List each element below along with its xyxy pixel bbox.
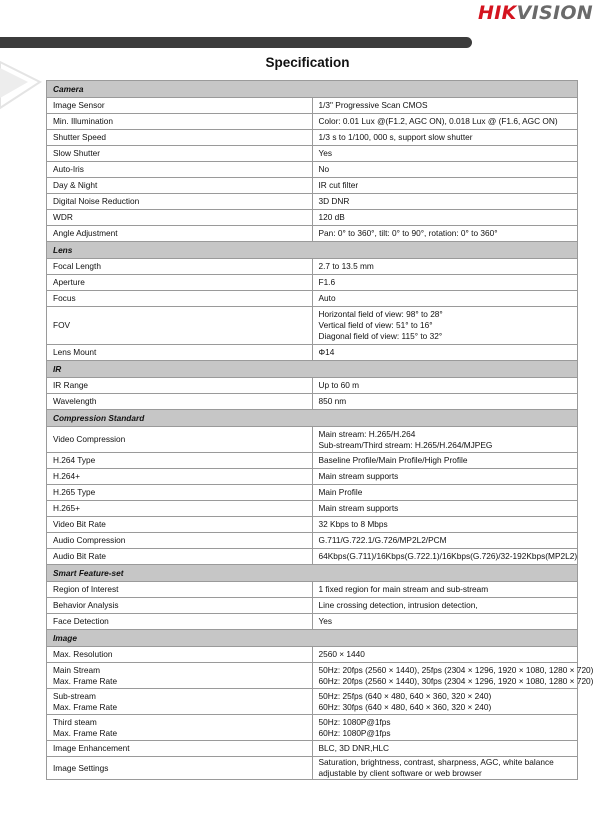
label-line: H.265 Type bbox=[53, 487, 96, 497]
section-title: Camera bbox=[47, 81, 578, 98]
spec-value bbox=[312, 178, 578, 194]
table-row bbox=[47, 485, 578, 501]
value-line: 1/3" Progressive Scan CMOS bbox=[318, 100, 428, 110]
spec-value bbox=[312, 210, 578, 226]
spec-value bbox=[312, 345, 578, 361]
spec-label bbox=[47, 427, 313, 453]
spec-label bbox=[47, 582, 313, 598]
label-line: IR Range bbox=[53, 380, 89, 390]
table-row bbox=[47, 307, 578, 345]
table-row bbox=[47, 194, 578, 210]
spec-label bbox=[47, 689, 313, 715]
spec-label bbox=[47, 598, 313, 614]
page-title: Specification bbox=[265, 55, 350, 70]
spec-label bbox=[47, 345, 313, 361]
spec-label bbox=[47, 741, 313, 757]
spec-value bbox=[312, 114, 578, 130]
table-row bbox=[47, 598, 578, 614]
spec-value bbox=[312, 130, 578, 146]
table-row bbox=[47, 469, 578, 485]
table-row bbox=[47, 259, 578, 275]
table-row bbox=[47, 178, 578, 194]
value-line: 64Kbps(G.711)/16Kbps(G.722.1)/16Kbps(G.726)/32-192Kbps(MP2L2) bbox=[318, 551, 578, 561]
logo-text-rest: VISION bbox=[516, 2, 593, 24]
table-row bbox=[47, 614, 578, 630]
table-row bbox=[47, 647, 578, 663]
table-row bbox=[47, 345, 578, 361]
value-line: 1/3 s to 1/100, 000 s, support slow shutter bbox=[318, 132, 473, 142]
label-line: Shutter Speed bbox=[53, 132, 107, 142]
spec-label bbox=[47, 469, 313, 485]
table-row bbox=[47, 501, 578, 517]
value-line: Auto bbox=[318, 293, 336, 303]
spec-label bbox=[47, 210, 313, 226]
value-line: 850 nm bbox=[318, 396, 347, 406]
spec-label bbox=[47, 130, 313, 146]
value-line: Main stream supports bbox=[318, 471, 399, 481]
label-line: Max. Frame Rate bbox=[53, 701, 118, 712]
spec-label bbox=[47, 549, 313, 565]
label-line: Slow Shutter bbox=[53, 148, 101, 158]
value-line: Diagonal field of view: 115° to 32° bbox=[318, 331, 443, 341]
spec-value bbox=[312, 517, 578, 533]
spec-value bbox=[312, 757, 578, 780]
table-row bbox=[47, 114, 578, 130]
value-line: 50Hz: 1080P@1fps bbox=[318, 716, 391, 727]
table-row bbox=[47, 582, 578, 598]
spec-value bbox=[312, 226, 578, 242]
label-line: Angle Adjustment bbox=[53, 228, 118, 238]
section-title: Smart Feature-set bbox=[47, 565, 578, 582]
table-row bbox=[47, 394, 578, 410]
value-line: No bbox=[318, 164, 330, 174]
spec-value bbox=[312, 663, 594, 689]
value-line: 50Hz: 25fps (640 × 480, 640 × 360, 320 × 240) bbox=[318, 690, 492, 701]
value-line: F1.6 bbox=[318, 277, 336, 287]
label-line: Image Sensor bbox=[53, 100, 105, 110]
value-line: IR cut filter bbox=[318, 180, 359, 190]
label-line: Focus bbox=[53, 293, 76, 303]
label-line: Face Detection bbox=[53, 616, 109, 626]
section-header-row bbox=[47, 361, 578, 378]
label-line: H.264 Type bbox=[53, 455, 96, 465]
spec-value bbox=[312, 275, 578, 291]
section-header-row bbox=[47, 565, 578, 582]
page-header bbox=[0, 0, 615, 60]
table-row bbox=[47, 715, 578, 741]
spec-label bbox=[47, 614, 313, 630]
label-line: Min. Illumination bbox=[53, 116, 113, 126]
label-line: Audio Compression bbox=[53, 535, 126, 545]
value-line: 50Hz: 20fps (2560 × 1440), 25fps (2304 × 1296, 1920 × 1080, 1280 × 720) bbox=[318, 664, 594, 675]
label-line: Wavelength bbox=[53, 396, 97, 406]
table-row bbox=[47, 146, 578, 162]
spec-label bbox=[47, 114, 313, 130]
spec-label bbox=[47, 715, 313, 741]
spec-value bbox=[312, 162, 578, 178]
spec-label bbox=[47, 146, 313, 162]
label-line: Third steam bbox=[53, 716, 97, 727]
label-line: Max. Frame Rate bbox=[53, 727, 118, 738]
value-line: Color: 0.01 Lux @(F1.2, AGC ON), 0.018 Lux @ (F1.6, AGC ON) bbox=[318, 116, 558, 126]
spec-value bbox=[312, 501, 578, 517]
spec-value bbox=[312, 427, 578, 453]
spec-value bbox=[312, 146, 578, 162]
label-line: Day & Night bbox=[53, 180, 98, 190]
label-line: Aperture bbox=[53, 277, 85, 287]
logo-text-brand: HIK bbox=[478, 2, 517, 24]
value-line: G.711/G.722.1/G.726/MP2L2/PCM bbox=[318, 535, 447, 545]
spec-label bbox=[47, 453, 313, 469]
spec-value bbox=[312, 194, 578, 210]
spec-value bbox=[312, 259, 578, 275]
hikvision-logo bbox=[478, 2, 593, 24]
spec-value bbox=[312, 307, 578, 345]
label-line: Focal Length bbox=[53, 261, 101, 271]
value-line: Pan: 0° to 360°, tilt: 0° to 90°, rotation: 0° to 360° bbox=[318, 228, 498, 238]
spec-label bbox=[47, 226, 313, 242]
spec-value bbox=[312, 647, 578, 663]
value-line: 1 fixed region for main stream and sub-stream bbox=[318, 584, 489, 594]
value-line: Main Profile bbox=[318, 487, 363, 497]
section-header-row bbox=[47, 630, 578, 647]
spec-value bbox=[312, 98, 578, 114]
table-row bbox=[47, 757, 578, 780]
label-line: Max. Resolution bbox=[53, 649, 113, 659]
spec-label bbox=[47, 533, 313, 549]
value-line: Φ14 bbox=[318, 347, 335, 357]
spec-table bbox=[46, 80, 594, 780]
table-row bbox=[47, 226, 578, 242]
spec-label bbox=[47, 275, 313, 291]
spec-label bbox=[47, 501, 313, 517]
spec-value bbox=[312, 598, 578, 614]
value-line: Main stream: H.265/H.264 bbox=[318, 428, 416, 439]
label-line: H.264+ bbox=[53, 471, 80, 481]
label-line: Video Compression bbox=[53, 434, 126, 444]
section-title: Lens bbox=[47, 242, 578, 259]
table-row bbox=[47, 162, 578, 178]
spec-value bbox=[312, 394, 578, 410]
spec-value bbox=[312, 533, 578, 549]
spec-value bbox=[312, 715, 578, 741]
spec-value bbox=[312, 453, 578, 469]
spec-label bbox=[47, 259, 313, 275]
label-line: Video Bit Rate bbox=[53, 519, 106, 529]
spec-label bbox=[47, 178, 313, 194]
label-line: WDR bbox=[53, 212, 73, 222]
value-line: 3D DNR bbox=[318, 196, 350, 206]
table-row bbox=[47, 533, 578, 549]
table-row bbox=[47, 291, 578, 307]
table-row bbox=[47, 663, 578, 689]
label-line: Audio Bit Rate bbox=[53, 551, 107, 561]
value-line: Main stream supports bbox=[318, 503, 399, 513]
section-header-row bbox=[47, 410, 578, 427]
value-line: 60Hz: 20fps (2560 × 1440), 30fps (2304 × 1296, 1920 × 1080, 1280 × 720) bbox=[318, 675, 594, 686]
table-row bbox=[47, 210, 578, 226]
section-title: Image bbox=[47, 630, 578, 647]
table-row bbox=[47, 549, 578, 565]
spec-value bbox=[312, 614, 578, 630]
value-line: 120 dB bbox=[318, 212, 345, 222]
value-line: Yes bbox=[318, 148, 333, 158]
spec-label bbox=[47, 162, 313, 178]
section-header-row bbox=[47, 242, 578, 259]
label-line: Lens Mount bbox=[53, 347, 97, 357]
spec-value bbox=[312, 469, 578, 485]
value-line: 32 Kbps to 8 Mbps bbox=[318, 519, 388, 529]
spec-label bbox=[47, 394, 313, 410]
label-line: Digital Noise Reduction bbox=[53, 196, 140, 206]
label-line: Behavior Analysis bbox=[53, 600, 119, 610]
label-line: Auto-Iris bbox=[53, 164, 84, 174]
spec-label bbox=[47, 517, 313, 533]
label-line: Image Enhancement bbox=[53, 743, 130, 753]
section-title: Compression Standard bbox=[47, 410, 578, 427]
spec-label bbox=[47, 485, 313, 501]
spec-value bbox=[312, 549, 578, 565]
table-row bbox=[47, 427, 578, 453]
value-line: 60Hz: 30fps (640 × 480, 640 × 360, 320 × 240) bbox=[318, 701, 492, 712]
value-line: Baseline Profile/Main Profile/High Profile bbox=[318, 455, 468, 465]
table-row bbox=[47, 275, 578, 291]
spec-value bbox=[312, 582, 578, 598]
value-line: Vertical field of view: 51° to 16° bbox=[318, 320, 433, 330]
value-line: Saturation, brightness, contrast, sharpness, AGC, white balance adjustable by client software or web browser bbox=[318, 757, 554, 778]
table-row bbox=[47, 378, 578, 394]
table-row bbox=[47, 130, 578, 146]
label-line: Image Settings bbox=[53, 762, 109, 773]
table-row bbox=[47, 453, 578, 469]
table-row bbox=[47, 741, 578, 757]
label-line: Max. Frame Rate bbox=[53, 675, 118, 686]
value-line: Horizontal field of view: 98° to 28° bbox=[318, 309, 443, 319]
spec-label bbox=[47, 757, 313, 780]
table-row bbox=[47, 98, 578, 114]
table-row bbox=[47, 517, 578, 533]
value-line: Yes bbox=[318, 616, 333, 626]
section-title: IR bbox=[47, 361, 578, 378]
value-line: Line crossing detection, intrusion detection, bbox=[318, 600, 478, 610]
label-line: H.265+ bbox=[53, 503, 80, 513]
value-line: BLC, 3D DNR,HLC bbox=[318, 743, 390, 753]
spec-label bbox=[47, 647, 313, 663]
spec-label bbox=[47, 663, 313, 689]
label-line: FOV bbox=[53, 320, 71, 330]
label-line: Sub-stream bbox=[53, 690, 96, 701]
spec-label bbox=[47, 291, 313, 307]
value-line: 60Hz: 1080P@1fps bbox=[318, 727, 391, 738]
value-line: Sub-stream/Third stream: H.265/H.264/MJPEG bbox=[318, 439, 493, 450]
spec-value bbox=[312, 485, 578, 501]
spec-label bbox=[47, 194, 313, 210]
value-line: 2560 × 1440 bbox=[318, 649, 365, 659]
value-line: Up to 60 m bbox=[318, 380, 360, 390]
spec-value bbox=[312, 741, 578, 757]
label-line: Main Stream bbox=[53, 664, 101, 675]
spec-value bbox=[312, 689, 578, 715]
label-line: Region of Interest bbox=[53, 584, 119, 594]
spec-value bbox=[312, 378, 578, 394]
spec-label bbox=[47, 307, 313, 345]
spec-label bbox=[47, 378, 313, 394]
section-header-row bbox=[47, 81, 578, 98]
spec-value bbox=[312, 291, 578, 307]
table-row bbox=[47, 689, 578, 715]
header-bar bbox=[0, 37, 472, 48]
value-line: 2.7 to 13.5 mm bbox=[318, 261, 374, 271]
spec-label bbox=[47, 98, 313, 114]
